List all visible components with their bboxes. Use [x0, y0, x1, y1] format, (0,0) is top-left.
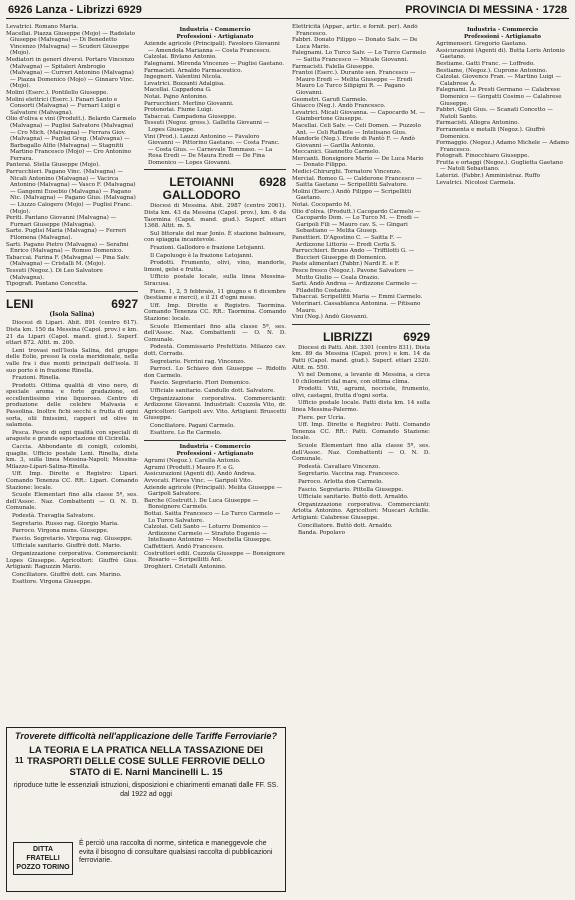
town-paragraph: Podestà. Commissario Prefettizio. Milazzo cav. dott. Corrado.: [144, 344, 286, 357]
list-item: Barche (Costrutt.). De Luca Giuseppe — Bonsignore Carmelo.: [144, 497, 259, 511]
town-paragraph: Fascio. Segretario. Pittella Giuseppe.: [298, 486, 404, 493]
list-item: Molini elettrici (Eserc.). Fanari Santo e Consorti (Malvagna) — Furnari Luigi e Salvatore (Malvagna).: [6, 96, 121, 116]
ad-banner: Troverete difficoltà nell'applicazione delle Tariffe Ferroviarie?: [15, 731, 277, 741]
list-item: Protonotai. Fiume Luigi.: [144, 107, 214, 114]
list-item: Calzolai. Celi Santo — Loturro Domenico — Ardizzone Carmelo — Strafuto Eugenio — Intelisano Antonino — Moschella Giuseppe.: [144, 524, 272, 544]
list-item: Fotografi. Finocchiaro Giuseppe.: [436, 153, 530, 160]
town-paragraph: Conciliatore. Pagani Carmelo.: [150, 422, 235, 429]
list-item: Vini (Prod.). Lauzzi Antonino — Favaloro Giovanni — Pittorino Gaetano. — Costa Franc. — Costa Gius. — Carnevale Tommaso. — La Rosa Eredi — De Maura Eredi — De Fina Domenico — Lopes Giovanni.: [144, 133, 280, 166]
list-item: Levatrici. Bozzanti Adalgisa.: [144, 80, 225, 87]
running-head: [6, 4, 569, 19]
list-item: Formaggio. (Negoz.) Adamo Michele — Adamo Francesco.: [436, 140, 569, 153]
list-item: Ghiacco (Neg.). Andò Francesco.: [292, 103, 386, 110]
list-item: Vini (Neg.) Andò Giovanni.: [292, 314, 368, 321]
section-title: Industria - Commercio Professioni - Artigianato: [176, 27, 254, 40]
town-paragraph: Diocesi di Lipari. Abit. 891 (centro 617). Dista km. 150 da Messina (Capol. prov.) e km. 21 da Lipari (Capol. mand. giud.). Superf. ettari 872. Altit. m. 200.: [6, 320, 138, 347]
list-item: Avvocati. Fleres Vinc. — Garipoli Vito.: [144, 478, 253, 485]
divider: [144, 440, 286, 441]
list-item: Aziende agricole (Principali). Favoloro Giovanni — Amendola Marianna — Costa Francesco.: [144, 41, 280, 54]
town-paragraph: Prodotti. Viti, agrumi, nocciole, frumento, olivi, castagni, frutta d'ogni sorta.: [292, 386, 430, 399]
list-item: Medici-Chirurghi. Tornatore Vincenzo.: [292, 169, 402, 176]
list-item: Fabbri. Donato Filippo — Donato Salv. — De Luca Mario.: [292, 37, 418, 50]
town-paragraph: Fiere. per Ucria.: [298, 414, 346, 421]
list-item: Farmacisti. Allegra Antonino.: [436, 120, 520, 127]
town-paragraph: Fascio. Segretario. Virgona rag. Giuseppe.: [12, 535, 133, 542]
list-item: Bottai. Saitta Francesco — Lo Turco Carmelo — Lo Turco Salvatore.: [144, 511, 281, 524]
column-3: [292, 24, 430, 538]
list-item: Levatrici. Romano Maria.: [6, 24, 79, 30]
list-item: Frantoi (Eserc.). Durante sen. Francesco — Mauro Eredi — Melita Giuseppe — Eredi Mauro Lo Turco Silipigni R. — Pagano Giovanni.: [292, 70, 416, 96]
list-item: Tipografi. Pantano Concetta.: [6, 281, 88, 288]
town-paragraph: Fiere. 1, 2, 5 febbraio, 11 giugno e 6 dicembre (bestiame e merci), e il 21 d'ogni mese.: [144, 288, 286, 302]
divider: [6, 291, 138, 292]
town-subtitle: (Isola Salina): [49, 310, 95, 318]
town-paragraph: Organizzazione corporativa. Commercianti: Arlotta Antonino. Agricoltori: Muscari Achille. Artigiani: Calabrese Giuseppe.: [292, 501, 430, 521]
list-item: Tabaccai. Campadona Giuseppe.: [144, 113, 237, 120]
town-paragraph: Conciliatore. Buttò dott. Arnaldo.: [298, 522, 393, 529]
column-2: [144, 24, 286, 570]
town-heading-leni: [6, 298, 138, 311]
town-paragraph: Caccia. Abbondante di conigli, colombi, quaglie. Ufficio postale Leni. Rinella, dista km. 3, sulla linea Messina-Napoli; Messina-Milazzo-Lipari-Salina-Rinella.: [6, 444, 138, 470]
town-paragraph: Prodotti. Ottima qualità di vino nero, di speciale aroma e forte gradazione, ed eccellentissimo vino liquoroso. Centro di produzione delle celebre Malvasia e Passolina. Inoltre fichi secchi e frutta di ogni sorta, olii finissimi, capperi ed olive in salamoia.: [6, 382, 138, 429]
town-heading-librizzi: [292, 331, 430, 344]
list-item: Falegnami. Lo Turco Salv. — Lo Turco Carmelo — Saitta Francesco — Micale Giovanni.: [292, 50, 426, 63]
town-paragraph: Ufficio postale locale, sulla linea Messina-Siracusa.: [144, 274, 286, 287]
list-item: Calzolai. Bivlano Antonio.: [144, 54, 217, 61]
advertisement-box: [6, 727, 286, 892]
town-heading-letojanni: [144, 176, 286, 202]
list-item: Ingegneri. Valentini Nicola.: [144, 74, 223, 81]
town-paragraph: Frazioni. Gallodoro e frazione Letojanni.: [150, 245, 265, 252]
town-paragraph: Scuole Elementari fino alla classe 5ª, ses. dell'Assoc. Naz. Combattenti — O. N. D. Comunale.: [292, 443, 430, 463]
town-code: 6928: [259, 175, 286, 190]
town-paragraph: Banda. Popolavo: [298, 530, 346, 537]
list-item: Mercial. Romeo G. — Calderone Francesco — Saitta Gaetano — Scripellitti Salvatore.: [292, 175, 422, 189]
town-paragraph: Frazioni. Rinella.: [12, 375, 61, 382]
town-paragraph: Parroco. Arlotta don Carmelo.: [298, 479, 384, 485]
town-paragraph: Segretario. Vaccina rag. Francesco.: [298, 471, 400, 478]
directory-page: [6, 4, 569, 896]
town-paragraph: Fascio. Segretario. Flori Domenico.: [150, 380, 251, 387]
list-item: Olio d'oliva e vini (Produtt.). Belardo Carmelo (Malvagna) — Puglisi Salvatore (Malvagna) — Cro Mich. (Malvagna) — Ferrara Giov. (Malvagna) — Puglisi Greg. (Malvagna) — Barbagallo Alfio (Malvagna) — Stagnitti Martino Francesco (Mojo) — Cro Antonino Ferrara.: [6, 116, 137, 162]
list-item: Assicurazioni (Agenti di). Butta Loris Antonio Gaetano.: [436, 47, 565, 61]
town-paragraph: Diocesi di Patti. Abit. 3301 (centro 831). Dista km. 89 da Messina (Capol. prov.) e km. 14 da Patti (Capol. mand. giud.). Superf. ettari 2320. Altit. m. 550.: [292, 344, 430, 371]
list-item: Macellai. Celi Salv. — Celi Domen. — Puzzolo Ant. — Celi Raffaele — Intelisano Gius.: [292, 122, 421, 136]
list-item: Fabbri. Gigli Gius. — Scanati Concetto — Natoli Santo.: [436, 107, 553, 120]
list-item: Sarti. Pagano Pietro (Malvagna) — Serafini Enrico (Malvagna) — Romeo Domenico.: [6, 241, 129, 255]
ad-publisher: DITTA FRATELLI POZZO TORINO: [13, 842, 73, 875]
town-paragraph: Parroco. Virgona mons. Giuseppe.: [12, 528, 109, 535]
town-paragraph: Podestà. Travaglia Salvatore.: [12, 512, 96, 519]
list-item: Agrimensori. Gregorio Gaetano.: [436, 41, 527, 48]
list-item: Falegnami. Mirenda Vincenzo — Puglisi Gaetano.: [144, 60, 285, 67]
list-item: Levatrici. Nicolosi Carmela.: [436, 179, 516, 186]
town-paragraph: Ufficio postale locale. Patti dista km. 14 sulla linea Messina-Palermo.: [292, 400, 430, 414]
list-item: Geometri. Garufi Carmelo.: [292, 96, 368, 103]
list-item: Mandorle (Neg.). Erede di Pantò F. — Andò Giovanni — Garilla Antonio.: [292, 136, 415, 149]
list-item: Calzolai. Giovenco Fran. — Martino Luigi — Calabrese A.: [436, 74, 561, 87]
list-item: Droghieri. Cristalli Antonino.: [144, 563, 227, 570]
header-left: 6926 Lanza - Librizzi 6929: [8, 4, 142, 16]
list-item: Costruttori edili. Cuzzola Giuseppe — Bonsignore Rosario — Scripellitti Ant.: [144, 550, 285, 564]
list-item: Tabaccai. Scripellitti Maria — Emmi Carmelo.: [292, 294, 423, 301]
list-item: Sarti. Andò Andrea — Ardizzone Carmelo — Filadelfio Costante.: [292, 281, 417, 294]
town-name: LENI: [6, 296, 34, 311]
list-item: Notai. Pajno Antonino.: [144, 93, 208, 100]
list-item: Molini (Eserc.). Pontilello Giuseppe.: [6, 89, 109, 96]
town-paragraph: Ufficiale sanitario. Candullo dott. Salvatore.: [150, 387, 276, 394]
town-paragraph: Leni trovasi nell'Isola Salina, del gruppo delle Eolie, presso la costa meridionale, nella valle fra i due monti principali dell'isola. Il suo porto è in frazione Rinella.: [6, 347, 138, 374]
column-4: [436, 24, 569, 186]
list-item: Frutta e ortaggi (Negoz.). Guglietta Gaetano — Natoli Sebastiano.: [436, 159, 563, 173]
list-item: Agrumi (Negoz.). Carella Antonio.: [144, 458, 241, 465]
town-paragraph: Ufficiale sanitario. Buttò dott. Arnaldo.: [298, 494, 409, 501]
town-paragraph: Conciliatore. Giuffrè dott. cav. Marino.: [12, 571, 122, 578]
list-item: Periti. Pantano Giovanni (Malvagna) — Furnari Giuseppe (Malvagna).: [6, 215, 117, 228]
ad-title: LA TEORIA E LA PRATICA NELLA TASSAZIONE DEI TRASPORTI DELLE COSE SULLE FERROVIE DELLO STATO di E. Narni Mancinelli L. 15: [26, 745, 266, 778]
divider: [292, 324, 430, 325]
list-item: Tessuti (Negoz. gross.). Galletta Giovanni — Lopes Giuseppe.: [144, 120, 270, 133]
list-item: Elettricità (Appar., artic. e fornit. per). Andò Francesco.: [292, 24, 418, 37]
town-name: LETOIANNI GALLODORO: [162, 175, 241, 203]
town-paragraph: Vi nel Demone, a levante di Messina, a circa 10 chilometri dal mare, con ottima clima.: [292, 372, 430, 385]
list-item: Macellai. Piazza Giuseppe (Mojo) — Radolato Giuseppe (Malvagna) — Di Benedetto Vincenzo (Malvagna) — Scuderi Giuseppe (Mojo).: [6, 30, 136, 57]
town-paragraph: Uff. Imp. Dirette e Registro. Taormina. Comando Tenenza CC. RR.: Taormina. Comando Stazione: locale.: [144, 302, 286, 322]
list-item: Pesce fresco (Negoz.). Pavone Salvatore — Mutto Giulio — Ceala Orazio.: [292, 267, 414, 281]
list-item: Notai. Cocopardo M.: [292, 202, 352, 209]
town-paragraph: Segretario. Russo rag. Giorgio Maria.: [12, 520, 119, 527]
list-item: Sarte. Puglisi Maria (Malvagna) — Ferreri Filomena (Malvagna).: [6, 228, 126, 241]
town-paragraph: Esattore. Virgona Giuseppe.: [12, 579, 93, 586]
ad-footer: È perciò una raccolta di norme, sintetica e maneggevole che evita il bisogno di consultare qualsiasi raccolta di pubblicazioni ferroviarie.: [79, 840, 273, 864]
list-item: Aziende agricole (Principali). Melita Giuseppe — Garipoli Salvatore.: [144, 484, 283, 498]
town-paragraph: Organizzazione corporativa. Commercianti: Ardizzone Giovanni. Industriali: Cuzzola Vito, dr. Agricoltori: Garipoli avv. Vito. Artigiani: Bruscetti Giuseppe.: [144, 395, 286, 422]
town-paragraph: Il Capoluogo è la frazione Letojanni.: [150, 252, 254, 259]
list-item: Ferramenta e metalli (Negoz.). Giuffrè Domenico.: [436, 126, 546, 140]
list-item: Macellai. Cappadona G.: [144, 87, 212, 94]
town-name: LIBRIZZI: [322, 329, 373, 344]
list-item: Olio d'oliva. (Produtt.) Cacopardo Carmelo — Cacopardo Dom. — Lo Turco M. — Eredi — Garipoli Fili — Mauro cav. S. — Gingari Sebastiano — Melita Giusep.: [292, 208, 421, 235]
town-paragraph: Esattore. Lo Re Carmelo.: [150, 430, 222, 437]
town-paragraph: Prodotti. Frumento, olivi, vino, mandorle, limoni, gelsi e frutta.: [144, 260, 286, 273]
list-item: Tabaccai. Farina F. (Malvagna) — Pina Salv. (Malvagna) — Cristalli M. (Mojo).: [6, 254, 130, 268]
list-item: Panterai. Stella Giuseppe (Mojo).: [6, 162, 101, 169]
town-code: 6927: [111, 296, 138, 311]
ad-description: riproduce tutte le essenziali istruzioni, disposizioni e chiarimenti emanati dalle FF. SS. dal 1922 ad oggi: [13, 782, 279, 798]
list-item: Bestiame, (Negoz.). Cuprone Antonino.: [436, 67, 548, 74]
town-paragraph: Ufficiale sanitario. Giuffrè dott. Mario.: [12, 543, 122, 550]
list-item: Laterizi. (Fabbr.) Amministraz. Ruffo: [436, 173, 540, 180]
list-item: Farmacisti. Falella Giuseppe.: [292, 63, 375, 70]
town-paragraph: Sul littorale del mar Jonio. È stazione balneare, con spiaggia incantevole.: [144, 230, 286, 244]
list-item: Paste alimentari (Fabbr.) Nardi E. e F.: [292, 261, 400, 268]
town-paragraph: Segretario. Ferrini rag. Vincenzo.: [150, 358, 246, 365]
town-paragraph: Uff. Imp. Dirette e Registro: Lipari. Comando Tenenza CC. RR.: Lipari. Comando Stazione: locale.: [6, 471, 138, 491]
list-item: Parrucchieri. Merlino Giovanni.: [144, 100, 234, 107]
header-right: PROVINCIA DI MESSINA · 1728: [405, 4, 567, 16]
list-item: Farmacisti. Arnaldo Farmaceutico.: [144, 67, 243, 74]
town-paragraph: Pesca. Pesce di ogni qualità con speciali di aragoste e grande esportazione di Cicirella.: [6, 429, 138, 443]
divider: [144, 169, 286, 170]
list-item: Parrucchieri. Bruno Ando — Triffilotti G. — Buccieri Giuseppe di Domenico.: [292, 248, 415, 261]
town-paragraph: Parroci. Lo Schiavo don Giuseppe — Ridolfo don Carmelo.: [144, 366, 286, 379]
list-item: Tessuti (Negoz.). Di Leo Salvatore (Malvagna).: [6, 267, 103, 281]
town-paragraph: Scuole Elementari fino alla classe 5ª, ses. dell'Assoc. Naz. Combattenti — O. N. D. Comunale.: [6, 492, 138, 512]
town-paragraph: Diocesi di Messina. Abit. 2987 (centro 2061). Dista km. 43 da Messina (Capol. prov.), km. 6 da Taormina (Capol. mand. giud.). Superf. ettari 1368. Altit. m. 5.: [144, 203, 286, 230]
list-item: Levatrici. Micali Giovanna. — Capocardo M. — Giambertone Giuseppe.: [292, 109, 425, 123]
column-1: [6, 24, 138, 587]
list-item: Caffettieri. Andò Francesco.: [144, 543, 224, 550]
ad-number: 11: [15, 756, 24, 765]
list-item: Parrucchieri. Pagano Vinc. (Malvagna) — Nicali Antonino (Malvagna) — Vacirca Antonino (Malvagna) — Vasco F. (Malvagna) — Gangemi Eusebio (Malvagna) — Pagano Nic. (Malvagna) — Pagano Gius. (Malvagna) — Liuzzo Calogero (Mojo) — Puglisi Franc. (Mojo).: [6, 169, 136, 215]
section-title: Industria - Commercio Professioni - Artigianato: [463, 27, 542, 40]
list-item: Agrumi (Produtt.) Mauro F. e G.: [144, 464, 235, 471]
list-item: Mercanti. Bonsignore Mario — De Luca Mario — Donato Filippo.: [292, 155, 424, 169]
list-item: Assicurazioni (Agenti di). Andò Andrea.: [144, 471, 256, 478]
list-item: Bestiame. Gatti Franc. — Loffredo.: [436, 60, 535, 67]
town-paragraph: Scuole Elementari fino alla classe 5ª, ses. dell'Assoc. Naz. Combattenti — O. N. D. Comunale.: [144, 323, 286, 343]
town-code: 6929: [403, 329, 430, 344]
town-paragraph: Uff. Imp. Dirette e Registro: Patti. Comando Tenenza CC. RR.: Patti. Comando Stazione: locale.: [292, 422, 430, 442]
town-paragraph: Podestà. Cavallaro Vincenzo.: [298, 463, 381, 470]
list-item: Molini (Eserc.) Andò Filippo — Scripellitti Gaetano.: [292, 188, 412, 202]
list-item: Veterinari. Cassablanca Antonina. — Pitisano Mauro.: [292, 300, 421, 314]
list-item: Meccanici. Giannetto Carmelo.: [292, 149, 380, 156]
list-item: Mediatori in generi diversi. Portaro Vincenzo (Malvagna) — Spitaleri Ambrogio (Malvagna) — Curreri Antonino (Malvagna) — Piazza Domenico (Mojo) — Ginnaro Vinc. (Mojo).: [6, 56, 135, 90]
list-item: Panettieri. D'Agostino C. — Saitta F. — Ardizzone Littorio — Eredi Cerfa S.: [292, 235, 402, 248]
section-title: Industria - Commercio Professioni - Artigianato: [176, 444, 254, 457]
town-paragraph: Organizzazione corporativa. Commercianti: Lopes Giuseppe. Agricoltori: Giuffrè Gius. Artigiani: Raguzzin Mario.: [6, 550, 138, 571]
list-item: Falegnami. Lo Presti Germano — Calabrese Domenico — Gorgatti Cosimo — Calabrese Giuseppe.: [436, 87, 562, 107]
col1-entries: [6, 24, 138, 288]
